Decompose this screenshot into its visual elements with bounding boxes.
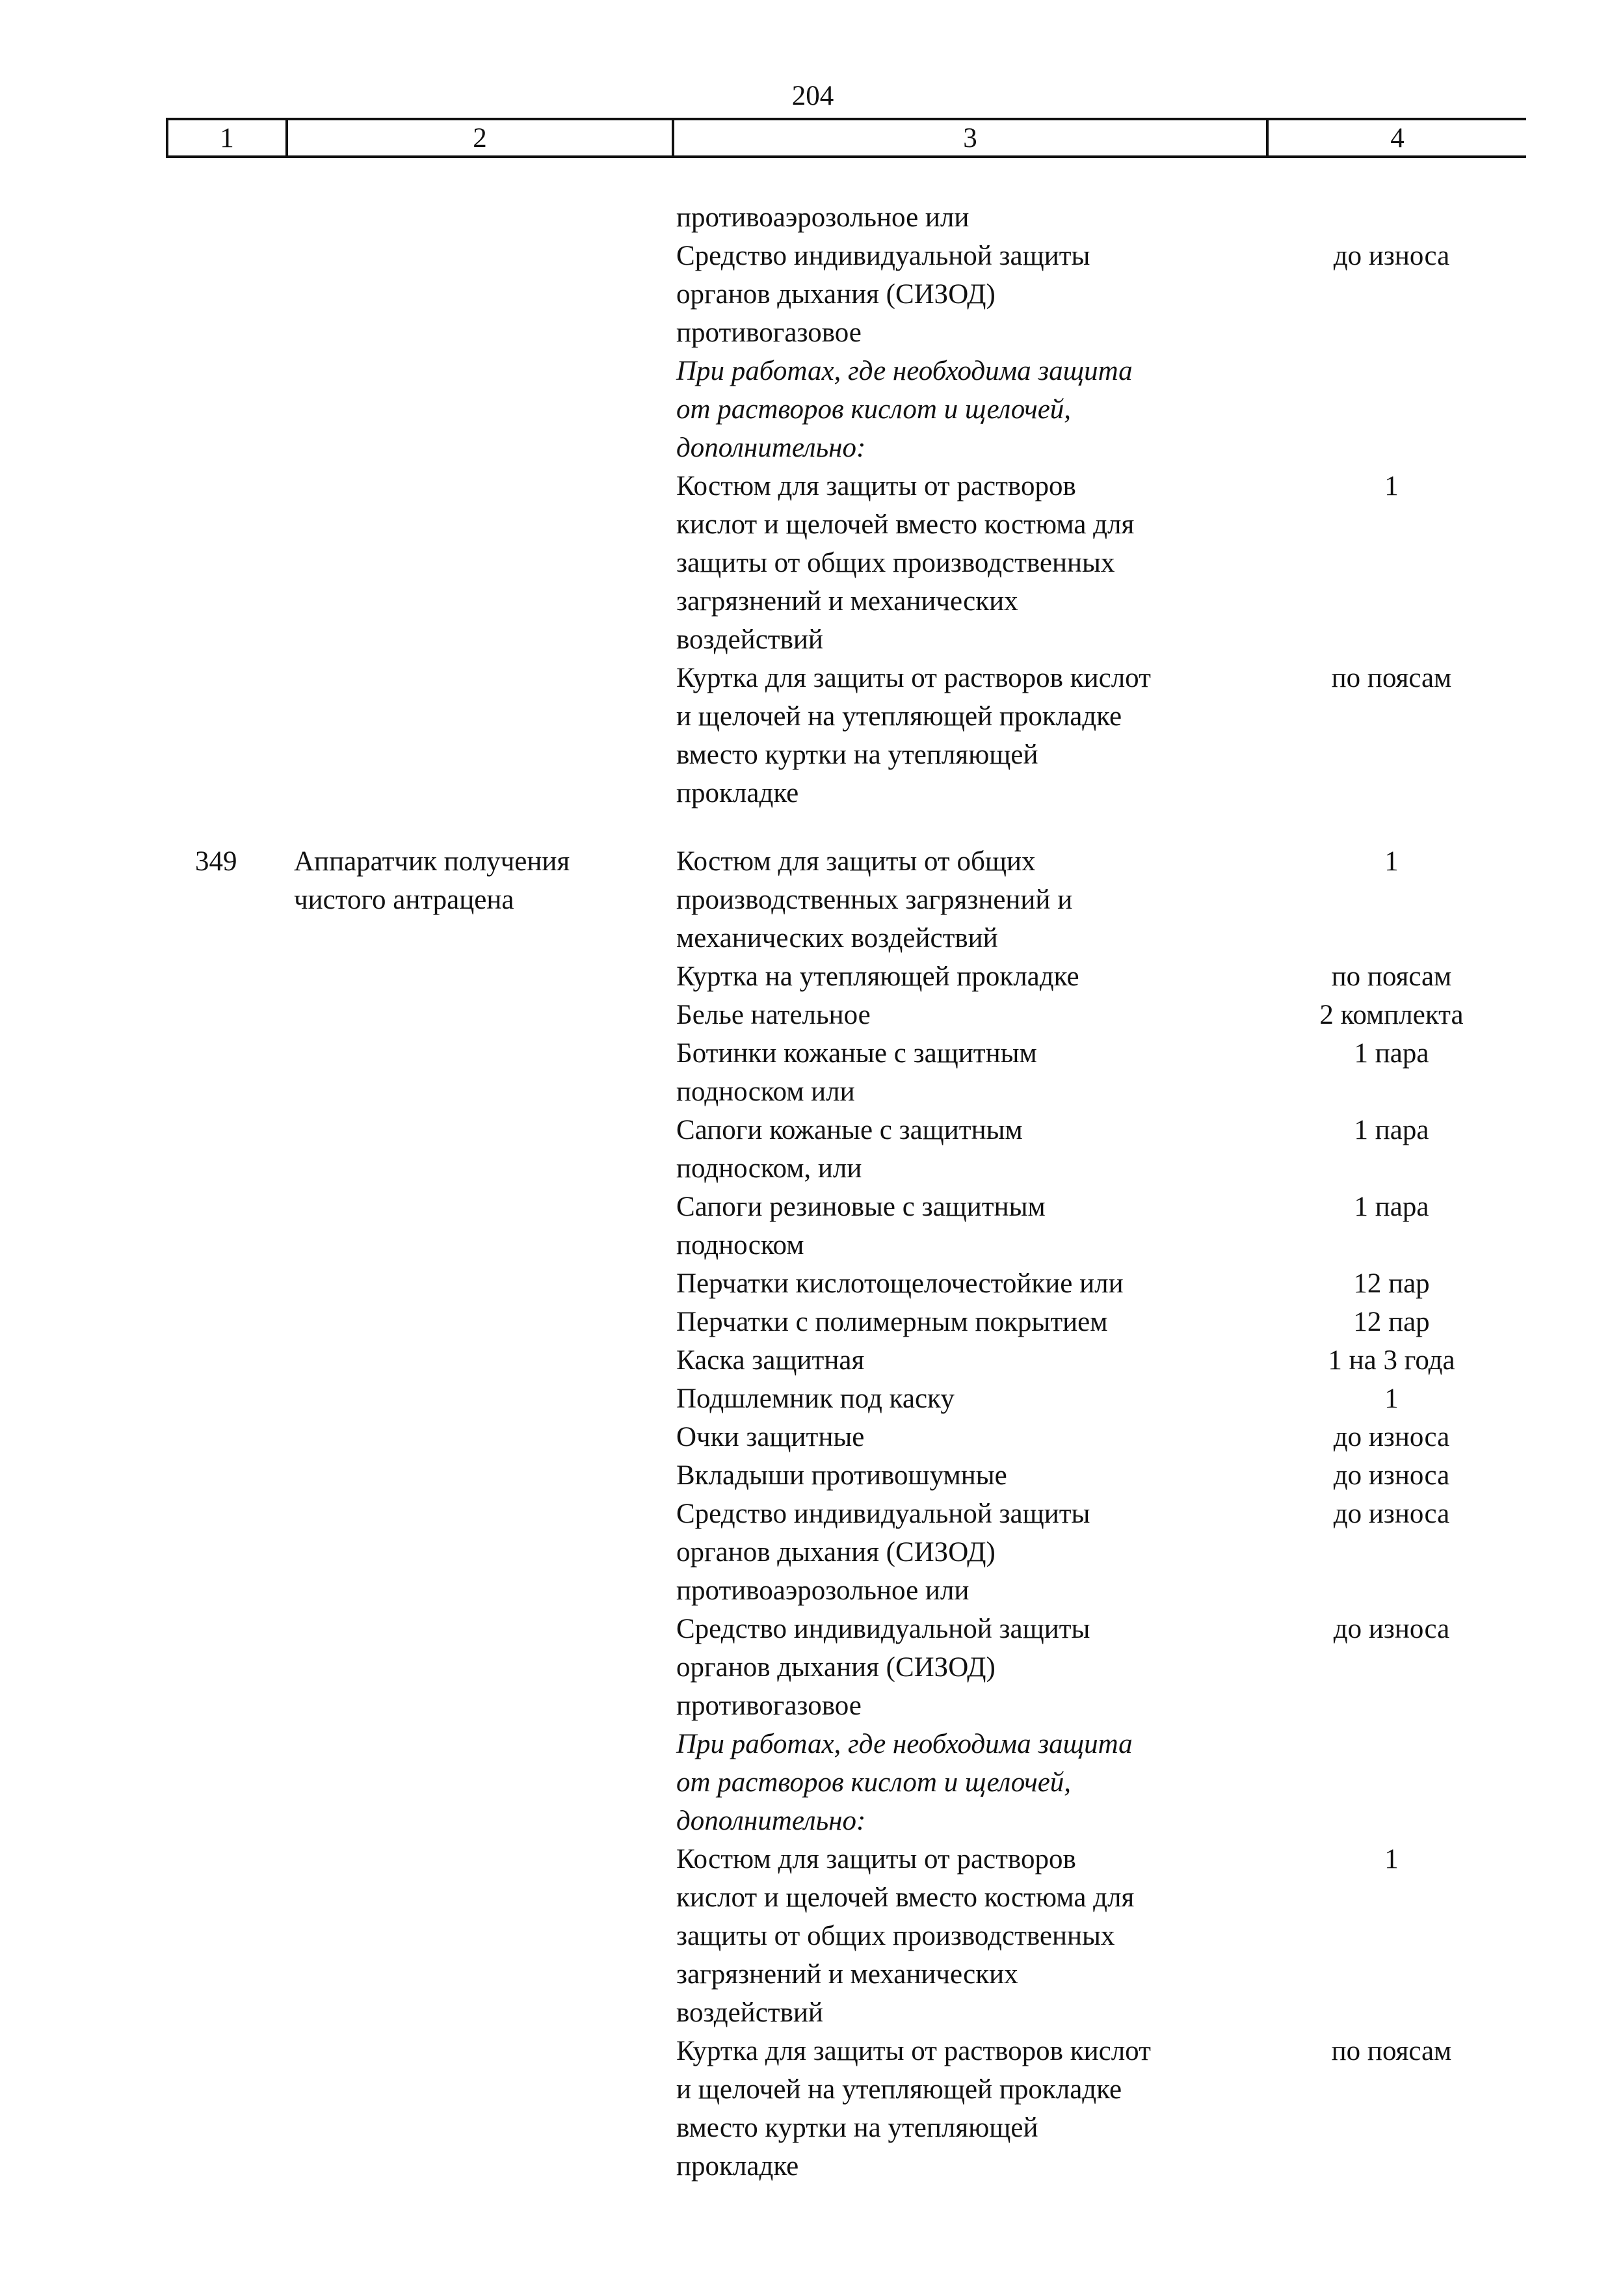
- item-line: [0, 1955, 1623, 1994]
- item-text: Сапоги кожаные с защитным: [676, 1115, 1023, 1145]
- item-line: [0, 2070, 1623, 2109]
- item-line: [0, 1149, 1623, 1188]
- item-quantity: 1 пара: [1354, 1115, 1429, 1145]
- item-line: [0, 996, 1623, 1034]
- item-line: [0, 1725, 1623, 1763]
- item-text: Сапоги резиновые с защитным: [676, 1192, 1046, 1222]
- item-line: [0, 659, 1623, 697]
- item-line: [0, 1571, 1623, 1610]
- item-line: [0, 1840, 1623, 1878]
- item-quantity: до износа: [1333, 1499, 1450, 1529]
- item-line: [0, 237, 1623, 275]
- item-line: [0, 1648, 1623, 1687]
- item-quantity: до износа: [1333, 1614, 1450, 1644]
- item-text: Костюм для защиты от растворов: [676, 1844, 1076, 1875]
- item-line: [0, 621, 1623, 659]
- item-text: загрязнений и механических: [676, 1959, 1018, 1990]
- item-text: Вкладыши противошумные: [676, 1460, 1007, 1491]
- item-text: подноском: [676, 1230, 804, 1261]
- entry-349: [0, 842, 1623, 2185]
- item-quantity: 1: [1384, 1383, 1399, 1414]
- item-text: Куртка на утепляющей прокладке: [676, 961, 1079, 992]
- item-text: органов дыхания (СИЗОД): [676, 1537, 996, 1568]
- item-line: [0, 352, 1623, 390]
- item-line: [0, 1802, 1623, 1840]
- item-line: [0, 2032, 1623, 2070]
- item-text: Перчатки кислотощелочестойкие или: [676, 1268, 1124, 1299]
- item-line: [0, 2109, 1623, 2147]
- item-line: [0, 467, 1623, 505]
- item-line: [0, 314, 1623, 352]
- item-line: [0, 1687, 1623, 1725]
- item-line: [0, 1763, 1623, 1802]
- item-text: Куртка для защиты от растворов кислот: [676, 2036, 1151, 2066]
- item-line: [0, 429, 1623, 467]
- item-line: [0, 1610, 1623, 1648]
- item-line: [0, 1533, 1623, 1571]
- item-line: [0, 1188, 1623, 1226]
- item-text: защиты от общих производственных: [676, 548, 1115, 578]
- item-line: [0, 505, 1623, 544]
- item-text: подноском или: [676, 1076, 855, 1107]
- item-text: противогазовое: [676, 1690, 862, 1721]
- item-line: [0, 1878, 1623, 1917]
- item-text: защиты от общих производственных: [676, 1921, 1115, 1951]
- item-line: [0, 1917, 1623, 1955]
- column-header-3: 3: [963, 123, 977, 154]
- page-number: 204: [791, 81, 834, 111]
- item-line: [0, 697, 1623, 736]
- item-text: Белье нательное: [676, 1000, 871, 1030]
- column-header-2: 2: [473, 123, 487, 154]
- item-text: подноском, или: [676, 1153, 862, 1184]
- item-text: кислот и щелочей вместо костюма для: [676, 1882, 1135, 1913]
- item-text: Средство индивидуальной защиты: [676, 1614, 1090, 1644]
- item-line: [0, 390, 1623, 429]
- item-text: загрязнений и механических: [676, 586, 1018, 617]
- item-quantity: до износа: [1333, 1460, 1450, 1491]
- item-text: прокладке: [676, 778, 799, 808]
- item-text: дополнительно:: [676, 433, 866, 463]
- item-text: противоаэрозольное или: [676, 1575, 970, 1606]
- item-quantity: 2 комплекта: [1319, 1000, 1464, 1030]
- item-text: кислот и щелочей вместо костюма для: [676, 509, 1135, 540]
- profession-name: Аппаратчик получения: [294, 846, 570, 877]
- item-text: механических воздействий: [676, 923, 998, 954]
- item-text: Подшлемник под каску: [676, 1383, 955, 1414]
- item-line: [0, 1264, 1623, 1303]
- item-text: воздействий: [676, 1997, 823, 2028]
- item-text: вместо куртки на утепляющей: [676, 2113, 1038, 2143]
- item-quantity: 1 на 3 года: [1328, 1345, 1455, 1376]
- item-line: [0, 881, 1623, 919]
- item-text: воздействий: [676, 624, 823, 655]
- column-header-4: 4: [1390, 123, 1405, 154]
- item-quantity: 12 пар: [1353, 1268, 1430, 1299]
- item-text: и щелочей на утепляющей прокладке: [676, 2074, 1122, 2105]
- item-text: При работах, где необходима защита: [676, 1729, 1133, 1759]
- item-quantity: 1: [1384, 1844, 1399, 1875]
- item-text: прокладке: [676, 2151, 799, 2182]
- item-text: При работах, где необходима защита: [676, 356, 1133, 386]
- entry-number: 349: [195, 846, 237, 877]
- item-quantity: 1 пара: [1354, 1038, 1429, 1069]
- continuation-block: [0, 198, 1623, 812]
- item-line: [0, 275, 1623, 314]
- item-text: от растворов кислот и щелочей,: [676, 394, 1072, 425]
- item-text: органов дыхания (СИЗОД): [676, 279, 996, 310]
- column-header-1: 1: [220, 123, 234, 154]
- item-line: [0, 1341, 1623, 1380]
- item-line: [0, 1380, 1623, 1418]
- item-text: противоаэрозольное или: [676, 202, 970, 233]
- item-line: [0, 919, 1623, 957]
- item-text: органов дыхания (СИЗОД): [676, 1652, 996, 1683]
- item-text: дополнительно:: [676, 1806, 866, 1836]
- item-text: Каска защитная: [676, 1345, 865, 1376]
- item-quantity: 1: [1384, 471, 1399, 501]
- item-quantity: по поясам: [1331, 961, 1452, 992]
- item-text: Ботинки кожаные с защитным: [676, 1038, 1037, 1069]
- item-line: [0, 198, 1623, 237]
- item-text: Костюм для защиты от растворов: [676, 471, 1076, 501]
- item-line: [0, 1418, 1623, 1456]
- item-quantity: 1 пара: [1354, 1192, 1429, 1222]
- item-text: от растворов кислот и щелочей,: [676, 1767, 1072, 1798]
- item-text: и щелочей на утепляющей прокладке: [676, 701, 1122, 732]
- item-line: [0, 736, 1623, 774]
- item-line: [0, 774, 1623, 812]
- item-quantity: по поясам: [1331, 663, 1452, 693]
- item-line: [0, 1994, 1623, 2032]
- profession-name: чистого антрацена: [294, 885, 514, 915]
- item-text: Очки защитные: [676, 1422, 865, 1452]
- item-line: [0, 1456, 1623, 1495]
- item-text: Перчатки с полимерным покрытием: [676, 1307, 1108, 1337]
- item-line: [0, 582, 1623, 621]
- item-text: вместо куртки на утепляющей: [676, 740, 1038, 770]
- item-line: [0, 1073, 1623, 1111]
- item-quantity: по поясам: [1331, 2036, 1452, 2066]
- item-text: Костюм для защиты от общих: [676, 846, 1036, 877]
- item-line: [0, 544, 1623, 582]
- item-line: [0, 1226, 1623, 1264]
- item-line: [0, 2147, 1623, 2185]
- table-header: [166, 118, 1526, 158]
- item-text: противогазовое: [676, 317, 862, 348]
- item-quantity: 12 пар: [1353, 1307, 1430, 1337]
- item-quantity: до износа: [1333, 1422, 1450, 1452]
- item-quantity: до износа: [1333, 241, 1450, 271]
- item-text: Средство индивидуальной защиты: [676, 1499, 1090, 1529]
- item-line: [0, 842, 1623, 881]
- item-quantity: 1: [1384, 846, 1399, 877]
- item-text: Куртка для защиты от растворов кислот: [676, 663, 1151, 693]
- item-line: [0, 1111, 1623, 1149]
- item-line: [0, 1303, 1623, 1341]
- item-text: Средство индивидуальной защиты: [676, 241, 1090, 271]
- item-line: [0, 1495, 1623, 1533]
- item-line: [0, 1034, 1623, 1073]
- item-text: производственных загрязнений и: [676, 885, 1073, 915]
- item-line: [0, 957, 1623, 996]
